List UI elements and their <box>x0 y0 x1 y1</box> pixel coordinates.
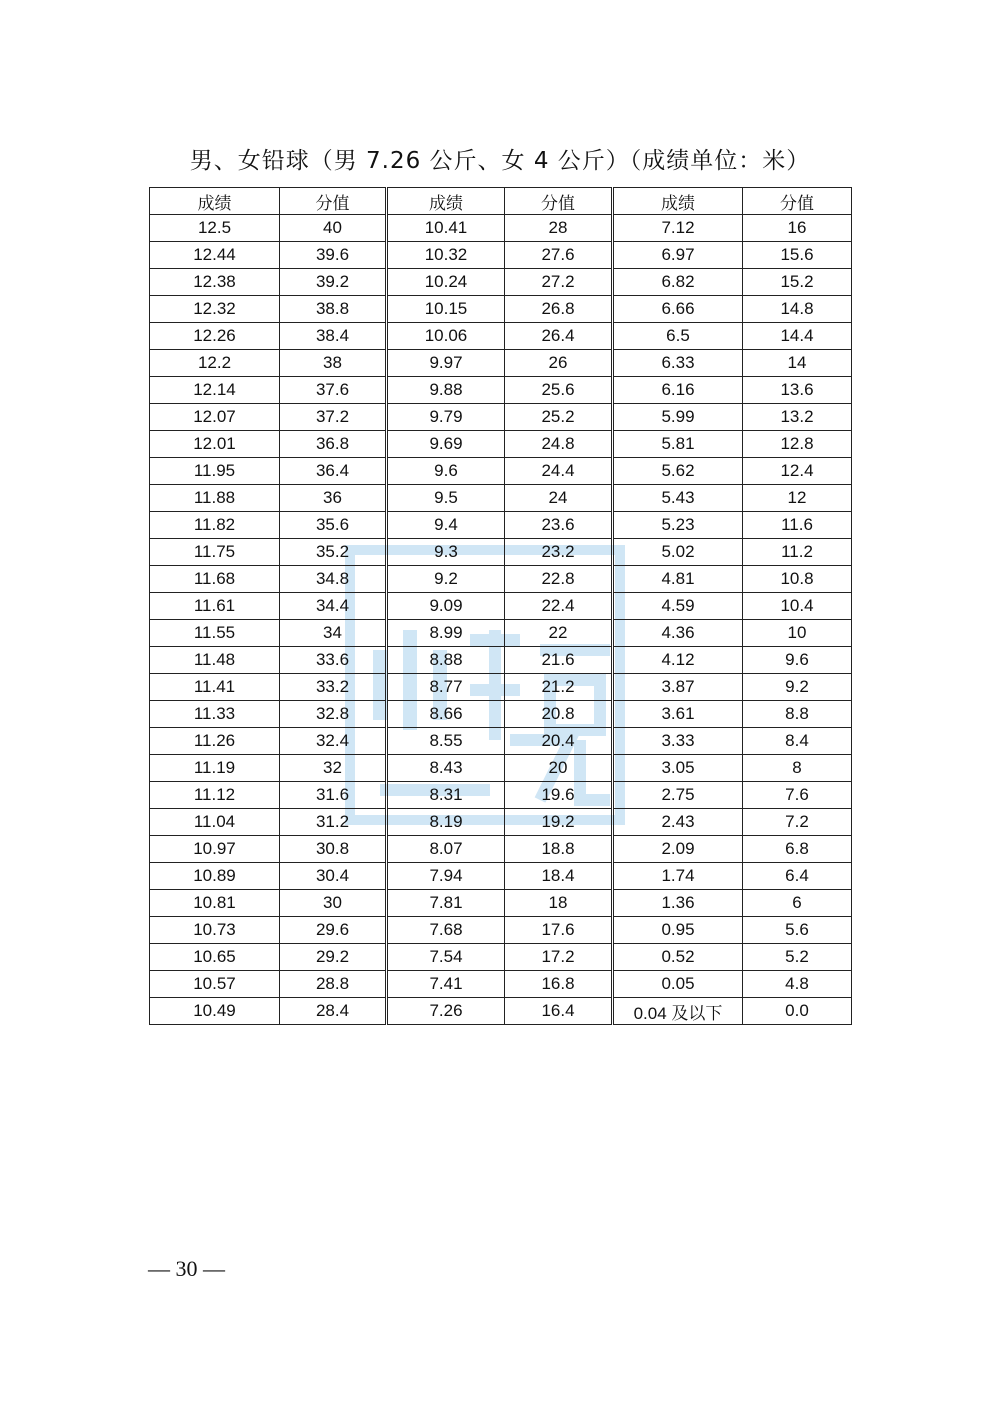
score-cell: 11.48 <box>150 647 280 674</box>
points-cell: 7.2 <box>743 809 852 836</box>
points-cell: 24.4 <box>505 458 613 485</box>
points-cell: 0.0 <box>743 998 852 1025</box>
points-cell: 36.4 <box>280 458 387 485</box>
points-cell: 24 <box>505 485 613 512</box>
score-cell: 11.04 <box>150 809 280 836</box>
points-cell: 12 <box>743 485 852 512</box>
score-cell: 11.68 <box>150 566 280 593</box>
points-cell: 25.2 <box>505 404 613 431</box>
score-cell: 9.79 <box>387 404 505 431</box>
points-cell: 8.8 <box>743 701 852 728</box>
column-header: 分值 <box>505 188 613 215</box>
score-cell: 11.95 <box>150 458 280 485</box>
page-number: — 30 — <box>148 1256 225 1281</box>
score-cell: 10.65 <box>150 944 280 971</box>
points-cell: 30.8 <box>280 836 387 863</box>
points-cell: 38 <box>280 350 387 377</box>
table-row <box>150 674 852 701</box>
points-cell: 11.2 <box>743 539 852 566</box>
points-cell: 39.2 <box>280 269 387 296</box>
score-cell: 11.12 <box>150 782 280 809</box>
points-cell: 37.6 <box>280 377 387 404</box>
score-cell: 6.82 <box>613 269 743 296</box>
table-row <box>150 944 852 971</box>
score-cell: 10.15 <box>387 296 505 323</box>
points-cell: 6.4 <box>743 863 852 890</box>
points-cell: 29.2 <box>280 944 387 971</box>
points-cell: 15.2 <box>743 269 852 296</box>
points-cell: 9.6 <box>743 647 852 674</box>
points-cell: 17.6 <box>505 917 613 944</box>
score-cell: 12.26 <box>150 323 280 350</box>
score-cell: 8.07 <box>387 836 505 863</box>
points-cell: 12.8 <box>743 431 852 458</box>
points-cell: 9.2 <box>743 674 852 701</box>
points-cell: 33.6 <box>280 647 387 674</box>
score-cell: 4.12 <box>613 647 743 674</box>
points-cell: 13.6 <box>743 377 852 404</box>
points-cell: 16 <box>743 215 852 242</box>
score-cell: 10.06 <box>387 323 505 350</box>
score-cell: 11.26 <box>150 728 280 755</box>
score-cell: 9.3 <box>387 539 505 566</box>
score-cell: 12.38 <box>150 269 280 296</box>
score-cell: 12.5 <box>150 215 280 242</box>
score-cell: 10.41 <box>387 215 505 242</box>
points-cell: 18.8 <box>505 836 613 863</box>
score-cell: 2.43 <box>613 809 743 836</box>
points-cell: 35.2 <box>280 539 387 566</box>
score-cell: 9.4 <box>387 512 505 539</box>
score-cell: 7.81 <box>387 890 505 917</box>
score-cell: 12.2 <box>150 350 280 377</box>
table-row <box>150 296 852 323</box>
score-cell: 8.88 <box>387 647 505 674</box>
score-cell: 5.81 <box>613 431 743 458</box>
score-cell: 2.09 <box>613 836 743 863</box>
table-row <box>150 485 852 512</box>
points-cell: 14 <box>743 350 852 377</box>
score-cell: 11.55 <box>150 620 280 647</box>
points-cell: 19.2 <box>505 809 613 836</box>
points-cell: 34.4 <box>280 593 387 620</box>
points-cell: 32.8 <box>280 701 387 728</box>
points-cell: 14.8 <box>743 296 852 323</box>
points-cell: 31.6 <box>280 782 387 809</box>
table-row <box>150 404 852 431</box>
points-cell: 34.8 <box>280 566 387 593</box>
column-header: 分值 <box>280 188 387 215</box>
table-row <box>150 566 852 593</box>
points-cell: 30 <box>280 890 387 917</box>
table-row <box>150 971 852 998</box>
points-cell: 24.8 <box>505 431 613 458</box>
score-cell: 6.66 <box>613 296 743 323</box>
score-cell: 11.61 <box>150 593 280 620</box>
points-cell: 10.8 <box>743 566 852 593</box>
score-table <box>149 187 852 1025</box>
table-row <box>150 431 852 458</box>
table-row <box>150 890 852 917</box>
score-cell: 3.05 <box>613 755 743 782</box>
score-cell: 7.54 <box>387 944 505 971</box>
score-cell: 0.04 及以下 <box>613 998 743 1025</box>
score-cell: 5.02 <box>613 539 743 566</box>
score-cell: 7.94 <box>387 863 505 890</box>
points-cell: 34 <box>280 620 387 647</box>
score-cell: 3.87 <box>613 674 743 701</box>
score-cell: 11.82 <box>150 512 280 539</box>
table-row <box>150 539 852 566</box>
score-cell: 8.99 <box>387 620 505 647</box>
score-cell: 9.09 <box>387 593 505 620</box>
points-cell: 30.4 <box>280 863 387 890</box>
score-cell: 11.75 <box>150 539 280 566</box>
table-row <box>150 836 852 863</box>
score-cell: 8.55 <box>387 728 505 755</box>
score-cell: 12.44 <box>150 242 280 269</box>
points-cell: 4.8 <box>743 971 852 998</box>
points-cell: 25.6 <box>505 377 613 404</box>
points-cell: 23.6 <box>505 512 613 539</box>
score-cell: 12.07 <box>150 404 280 431</box>
column-header: 成绩 <box>613 188 743 215</box>
table-row <box>150 863 852 890</box>
table-row <box>150 377 852 404</box>
points-cell: 10.4 <box>743 593 852 620</box>
score-cell: 12.32 <box>150 296 280 323</box>
points-cell: 6 <box>743 890 852 917</box>
points-cell: 33.2 <box>280 674 387 701</box>
points-cell: 28 <box>505 215 613 242</box>
points-cell: 13.2 <box>743 404 852 431</box>
points-cell: 11.6 <box>743 512 852 539</box>
points-cell: 8.4 <box>743 728 852 755</box>
points-cell: 18.4 <box>505 863 613 890</box>
points-cell: 21.6 <box>505 647 613 674</box>
score-cell: 1.36 <box>613 890 743 917</box>
score-cell: 9.88 <box>387 377 505 404</box>
score-cell: 10.49 <box>150 998 280 1025</box>
score-cell: 6.97 <box>613 242 743 269</box>
score-cell: 10.73 <box>150 917 280 944</box>
score-cell: 9.5 <box>387 485 505 512</box>
score-cell: 9.69 <box>387 431 505 458</box>
points-cell: 6.8 <box>743 836 852 863</box>
column-header: 成绩 <box>150 188 280 215</box>
score-cell: 5.62 <box>613 458 743 485</box>
table-row <box>150 593 852 620</box>
score-cell: 7.68 <box>387 917 505 944</box>
points-cell: 16.4 <box>505 998 613 1025</box>
score-cell: 3.33 <box>613 728 743 755</box>
score-cell: 12.14 <box>150 377 280 404</box>
points-cell: 38.4 <box>280 323 387 350</box>
table-row <box>150 242 852 269</box>
score-cell: 9.2 <box>387 566 505 593</box>
points-cell: 16.8 <box>505 971 613 998</box>
table-row <box>150 647 852 674</box>
score-cell: 10.89 <box>150 863 280 890</box>
table-row <box>150 215 852 242</box>
table-row <box>150 323 852 350</box>
score-cell: 7.12 <box>613 215 743 242</box>
score-cell: 9.97 <box>387 350 505 377</box>
points-cell: 19.6 <box>505 782 613 809</box>
points-cell: 5.6 <box>743 917 852 944</box>
table-row <box>150 809 852 836</box>
table-header-row <box>150 188 852 215</box>
points-cell: 14.4 <box>743 323 852 350</box>
score-cell: 5.99 <box>613 404 743 431</box>
table-row <box>150 350 852 377</box>
points-cell: 27.2 <box>505 269 613 296</box>
score-cell: 4.59 <box>613 593 743 620</box>
score-cell: 1.74 <box>613 863 743 890</box>
points-cell: 36.8 <box>280 431 387 458</box>
points-cell: 12.4 <box>743 458 852 485</box>
points-cell: 20.8 <box>505 701 613 728</box>
points-cell: 23.2 <box>505 539 613 566</box>
points-cell: 20 <box>505 755 613 782</box>
score-cell: 6.5 <box>613 323 743 350</box>
table-row <box>150 755 852 782</box>
table-row <box>150 512 852 539</box>
score-cell: 6.16 <box>613 377 743 404</box>
points-cell: 8 <box>743 755 852 782</box>
points-cell: 40 <box>280 215 387 242</box>
table-row <box>150 917 852 944</box>
points-cell: 39.6 <box>280 242 387 269</box>
points-cell: 37.2 <box>280 404 387 431</box>
points-cell: 29.6 <box>280 917 387 944</box>
table-row <box>150 728 852 755</box>
score-cell: 10.97 <box>150 836 280 863</box>
score-cell: 7.26 <box>387 998 505 1025</box>
points-cell: 36 <box>280 485 387 512</box>
points-cell: 26.8 <box>505 296 613 323</box>
score-cell: 0.52 <box>613 944 743 971</box>
points-cell: 18 <box>505 890 613 917</box>
score-cell: 3.61 <box>613 701 743 728</box>
score-cell: 7.41 <box>387 971 505 998</box>
score-cell: 10.24 <box>387 269 505 296</box>
points-cell: 15.6 <box>743 242 852 269</box>
points-cell: 32.4 <box>280 728 387 755</box>
points-cell: 22.8 <box>505 566 613 593</box>
points-cell: 21.2 <box>505 674 613 701</box>
column-header: 成绩 <box>387 188 505 215</box>
points-cell: 10 <box>743 620 852 647</box>
score-cell: 8.77 <box>387 674 505 701</box>
points-cell: 28.8 <box>280 971 387 998</box>
score-cell: 10.32 <box>387 242 505 269</box>
table-body <box>150 215 852 1025</box>
score-cell: 5.43 <box>613 485 743 512</box>
points-cell: 38.8 <box>280 296 387 323</box>
page-title: 男、女铅球（男 7.26 公斤、女 4 公斤）（成绩单位：米） <box>189 148 811 174</box>
table-row <box>150 782 852 809</box>
score-cell: 10.81 <box>150 890 280 917</box>
table-row <box>150 701 852 728</box>
score-cell: 8.43 <box>387 755 505 782</box>
score-cell: 10.57 <box>150 971 280 998</box>
points-cell: 35.6 <box>280 512 387 539</box>
points-cell: 26 <box>505 350 613 377</box>
score-cell: 11.88 <box>150 485 280 512</box>
points-cell: 5.2 <box>743 944 852 971</box>
table-row <box>150 998 852 1025</box>
score-cell: 8.66 <box>387 701 505 728</box>
points-cell: 20.4 <box>505 728 613 755</box>
points-cell: 17.2 <box>505 944 613 971</box>
points-cell: 28.4 <box>280 998 387 1025</box>
table-row <box>150 620 852 647</box>
points-cell: 27.6 <box>505 242 613 269</box>
score-cell: 12.01 <box>150 431 280 458</box>
score-cell: 9.6 <box>387 458 505 485</box>
points-cell: 22.4 <box>505 593 613 620</box>
score-cell: 11.33 <box>150 701 280 728</box>
points-cell: 7.6 <box>743 782 852 809</box>
points-cell: 26.4 <box>505 323 613 350</box>
table-row <box>150 269 852 296</box>
score-cell: 0.95 <box>613 917 743 944</box>
score-cell: 4.36 <box>613 620 743 647</box>
score-cell: 2.75 <box>613 782 743 809</box>
points-cell: 31.2 <box>280 809 387 836</box>
table-row <box>150 458 852 485</box>
score-cell: 11.19 <box>150 755 280 782</box>
score-cell: 5.23 <box>613 512 743 539</box>
score-cell: 8.19 <box>387 809 505 836</box>
score-cell: 0.05 <box>613 971 743 998</box>
score-cell: 8.31 <box>387 782 505 809</box>
score-cell: 11.41 <box>150 674 280 701</box>
column-header: 分值 <box>743 188 852 215</box>
score-cell: 4.81 <box>613 566 743 593</box>
points-cell: 22 <box>505 620 613 647</box>
points-cell: 32 <box>280 755 387 782</box>
score-cell: 6.33 <box>613 350 743 377</box>
